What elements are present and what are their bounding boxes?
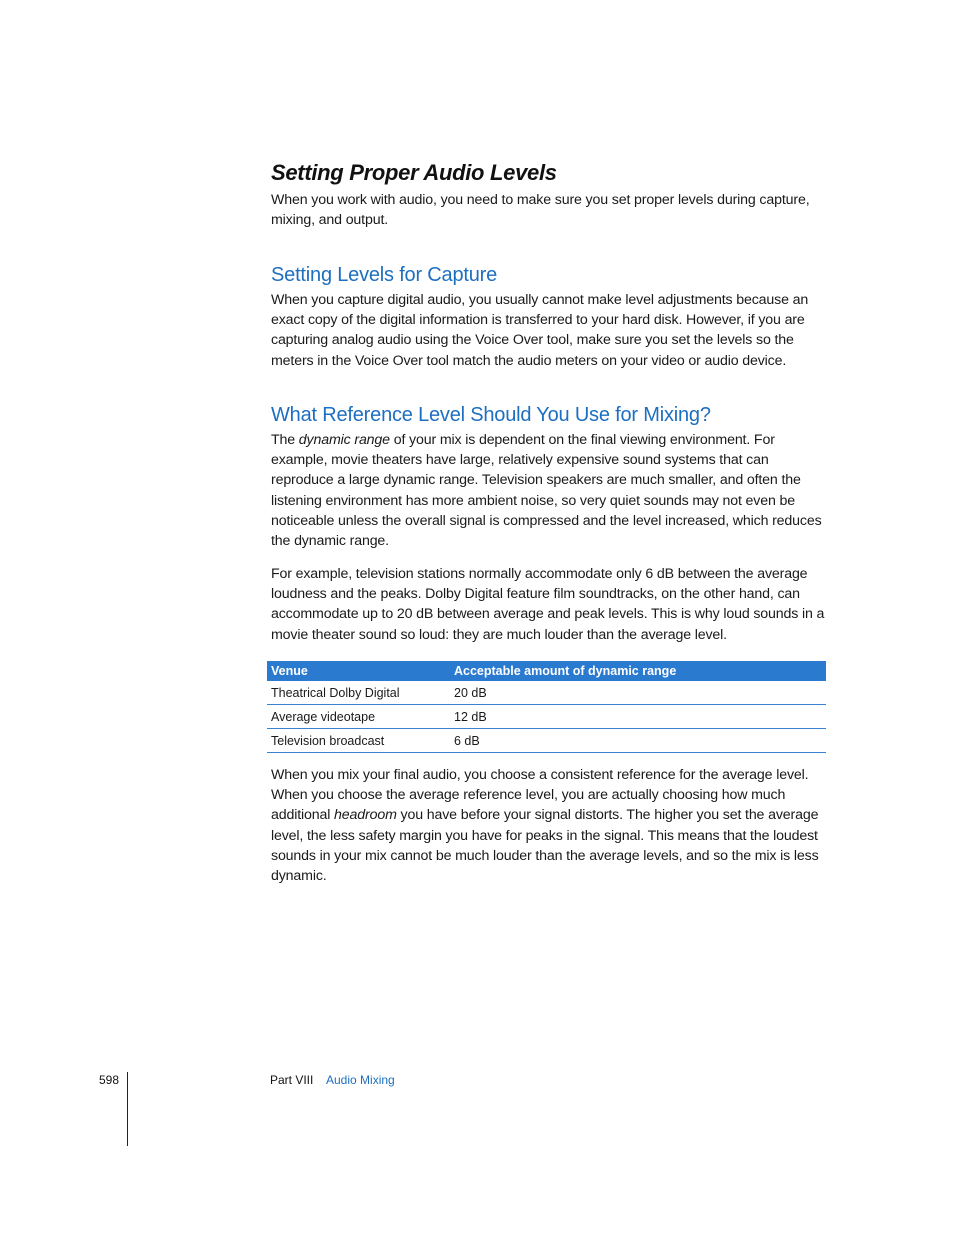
- table-header-range: Acceptable amount of dynamic range: [454, 664, 677, 678]
- dynamic-range-paragraph: [271, 430, 827, 551]
- emphasis-headroom: headroom: [334, 807, 397, 824]
- footer-part-label: Part VIII: [270, 1073, 314, 1087]
- reference-block-2: [271, 564, 827, 645]
- television-paragraph: For example, television stations normally accommodate only 6 dB between the average loudness and the peaks. Dolby Digital feature film soundtracks, on the other hand, can accommodate up to 20 dB between average and peak levels. This is why loud sounds in a movie theater sound so loud: they are much louder than the average level.: [271, 566, 825, 643]
- table-cell-range: 20 dB: [454, 685, 487, 700]
- table-row: [267, 681, 826, 705]
- text-run: When you mix your final audio, you choose a consistent reference for the average level. When you choose the average reference level, you are actually choosing how much additional: [271, 767, 809, 824]
- table-header-venue: Venue: [271, 664, 308, 678]
- dynamic-range-table: [267, 661, 826, 753]
- page-number: 598: [99, 1073, 120, 1087]
- footer-divider: [127, 1072, 128, 1146]
- capture-paragraph: When you capture digital audio, you usually cannot make level adjustments because an exact copy of the digital information is transferred to your hard disk. However, if you are capturing analog audio using the Voice Over tool, make sure you set the levels so the meters in the Voice Over tool match the audio meters on your video or audio device.: [271, 292, 809, 369]
- headroom-paragraph: [271, 765, 827, 886]
- reference-block-3: [271, 765, 827, 886]
- table-cell-range: 6 dB: [454, 733, 480, 748]
- emphasis-dynamic-range: dynamic range: [298, 432, 390, 448]
- table-cell-venue: Average videotape: [271, 709, 376, 724]
- table-row: [267, 705, 826, 729]
- intro-block: [271, 190, 827, 230]
- text-run: of your mix is dependent on the final viewing environment. For example, movie theaters have large, relatively expensive sound systems that can reproduce a large dynamic range. Television speakers are much smaller, and often the listening environment has more ambient noise, so very quiet sounds may not even be noticeable unless the overall signal is compressed and the level increased, which reduces the dynamic range.: [271, 432, 822, 550]
- table-cell-range: 12 dB: [454, 709, 487, 724]
- capture-heading: Setting Levels for Capture: [271, 264, 498, 286]
- table-row: [267, 729, 826, 753]
- capture-block: [271, 290, 827, 371]
- footer-section-link[interactable]: Audio Mixing: [326, 1073, 395, 1087]
- intro-paragraph: When you work with audio, you need to make sure you set proper levels during capture, mixing, and output.: [271, 192, 810, 229]
- table-cell-venue: Theatrical Dolby Digital: [271, 685, 400, 700]
- table-cell-venue: Television broadcast: [271, 733, 385, 748]
- reference-heading: What Reference Level Should You Use for Mixing?: [271, 404, 711, 426]
- text-run: you have before your signal distorts. The higher you set the average level, the less safety margin you have for peaks in the signal. This means that the loudest sounds in your mix cannot be much louder than the average levels, and so the mix is less dynamic.: [271, 807, 819, 885]
- table-header-row: [267, 661, 826, 681]
- text-run: The: [271, 432, 299, 448]
- page-title: Setting Proper Audio Levels: [271, 160, 557, 185]
- reference-block-1: [271, 430, 827, 551]
